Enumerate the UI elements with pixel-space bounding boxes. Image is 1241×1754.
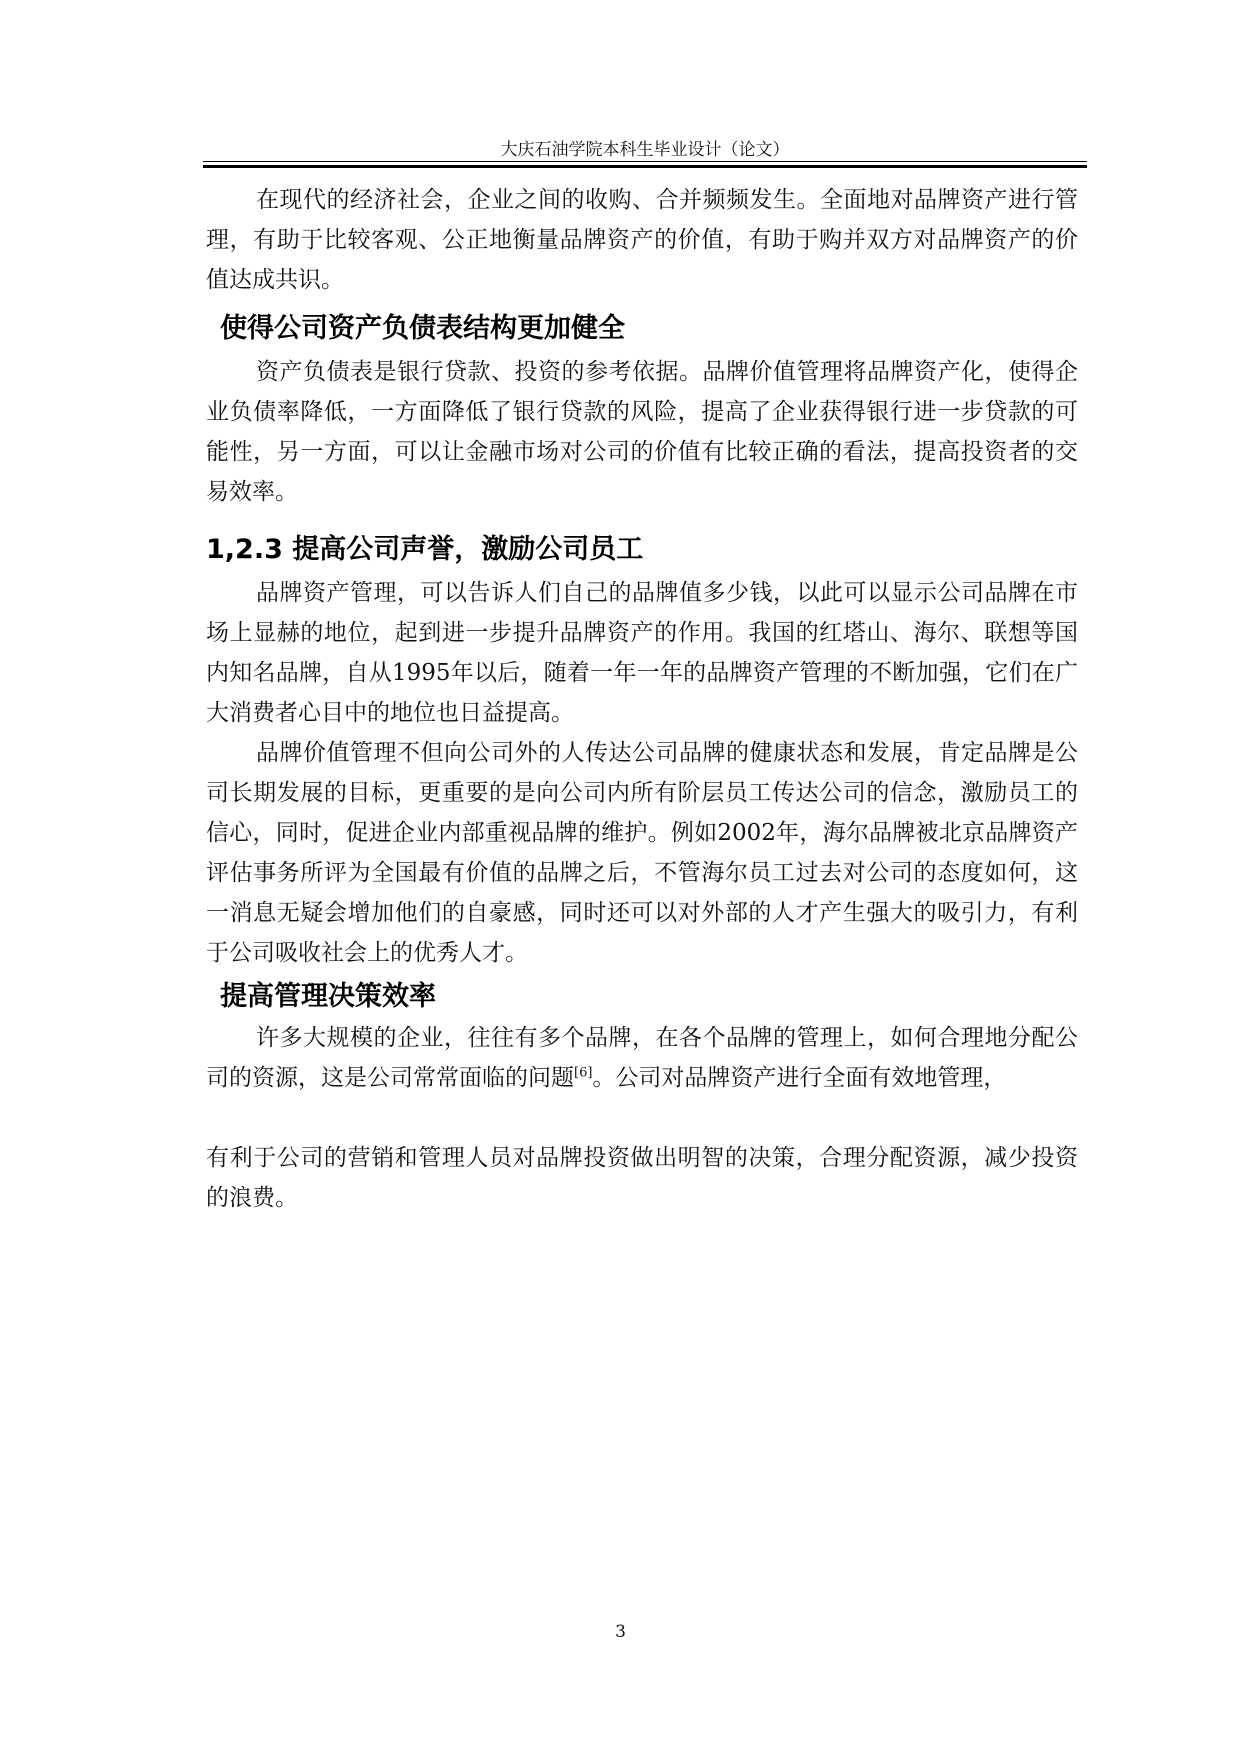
section-heading: 提高管理决策效率 — [220, 981, 436, 1012]
page-number: 3 — [615, 1622, 626, 1642]
paragraph: 品牌价值管理不但向公司外的人传达公司品牌的健康状态和发展，肯定品牌是公司长期发展的目标，更重要的是向公司内所有阶层员工传达公司的信念，激励员工的信心，同时，促进企业内部重视品牌的维护。例如2002年，海尔品牌被北京品牌资产评估事务所评为全国最有价值的品牌之后，不管海尔员工过去对公司的态度如何，这一消息无疑会增加他们的自豪感，同时还可以对外部的人才产生强大的吸引力，有利于公司吸收社会上的优秀人才。 — [206, 740, 1078, 966]
paragraph-text: 许多大规模的企业，往往有多个品牌，在各个品牌的管理上，如何合理地分配公司的资源，这是公司常常面临的问题 — [206, 1025, 1078, 1091]
header-divider-thin — [203, 161, 1087, 162]
paragraph: 有利于公司的营销和管理人员对品牌投资做出明智的决策，合理分配资源，减少投资的浪费。 — [206, 1145, 1078, 1211]
section-heading: 1,2.3 提高公司声誉，激励公司员工 — [206, 534, 644, 565]
citation-reference: [6] — [574, 1065, 593, 1081]
paragraph-text: 。公司对品牌资产进行全面有效地管理， — [592, 1065, 1007, 1091]
header-divider-thick — [203, 165, 1087, 168]
paragraph: 资产负债表是银行贷款、投资的参考依据。品牌价值管理将品牌资产化，使得企业负债率降低，一方面降低了银行贷款的风险，提高了企业获得银行进一步贷款的可能性，另一方面，可以让金融市场对公司的价值有比较正确的看法，提高投资者的交易效率。 — [206, 359, 1078, 505]
paragraph: 在现代的经济社会，企业之间的收购、合并频频发生。全面地对品牌资产进行管理，有助于比较客观、公正地衡量品牌资产的价值，有助于购并双方对品牌资产的价值达成共识。 — [206, 187, 1078, 293]
paragraph: 品牌资产管理，可以告诉人们自己的品牌值多少钱，以此可以显示公司品牌在市场上显赫的地位，起到进一步提升品牌资产的作用。我国的红塔山、海尔、联想等国内知名品牌，自从1995年以后，随着一年一年的品牌资产管理的不断加强，它们在广大消费者心目中的地位也日益提高。 — [206, 580, 1078, 726]
paragraph — [206, 1018, 1078, 1098]
page-header-title: 大庆石油学院本科生毕业设计（论文） — [500, 140, 790, 160]
section-heading: 使得公司资产负债表结构更加健全 — [220, 313, 625, 344]
